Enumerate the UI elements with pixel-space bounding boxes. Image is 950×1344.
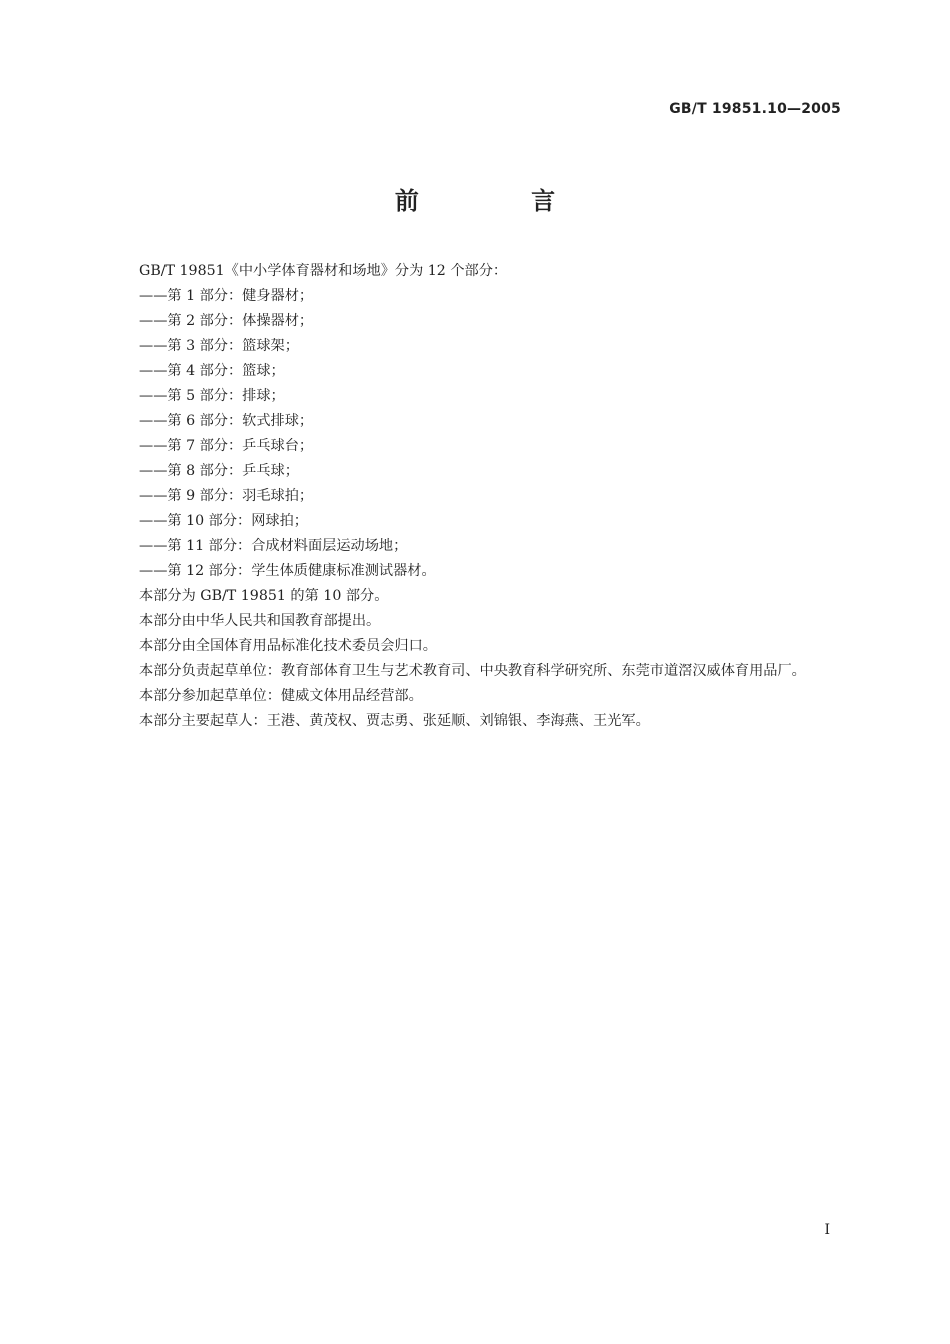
- list-item: ——第 8 部分：乒乓球；: [139, 463, 299, 479]
- list-item: ——第 3 部分：篮球架；: [139, 338, 299, 354]
- standard-code: GB/T 19851.10—2005: [669, 101, 841, 117]
- paragraph-proposer: 本部分由中华人民共和国教育部提出。: [139, 613, 381, 629]
- list-item: ——第 1 部分：健身器材；: [139, 288, 314, 304]
- list-item: ——第 5 部分：排球；: [139, 388, 285, 404]
- paragraph-committee: 本部分由全国体育用品标准化技术委员会归口。: [139, 638, 437, 654]
- list-item: ——第 2 部分：体操器材；: [139, 313, 314, 329]
- list-item: ——第 10 部分：网球拍；: [139, 513, 308, 529]
- list-item: ——第 12 部分：学生体质健康标准测试器材。: [139, 563, 436, 579]
- page-number: I: [824, 1222, 830, 1238]
- list-item: ——第 11 部分：合成材料面层运动场地；: [139, 538, 408, 554]
- page-title: 前 言: [394, 187, 608, 215]
- document-body: [108, 259, 842, 734]
- list-item: ——第 7 部分：乒乓球台；: [139, 438, 314, 454]
- intro-paragraph: GB/T 19851《中小学体育器材和场地》分为 12 个部分：: [139, 263, 508, 279]
- list-item: ——第 4 部分：篮球；: [139, 363, 285, 379]
- list-item: ——第 9 部分：羽毛球拍；: [139, 488, 314, 504]
- paragraph-drafters: 本部分主要起草人：王港、黄茂权、贾志勇、张延顺、刘锦银、李海燕、王光军。: [139, 713, 650, 729]
- paragraph-participating-units: 本部分参加起草单位：健威文体用品经营部。: [139, 688, 423, 704]
- paragraph-part-number: 本部分为 GB/T 19851 的第 10 部分。: [139, 588, 389, 604]
- paragraph-drafting-units: 本部分负责起草单位：教育部体育卫生与艺术教育司、中央教育科学研究所、东莞市道滘汉威体育用品厂。: [139, 663, 806, 679]
- list-item: ——第 6 部分：软式排球；: [139, 413, 314, 429]
